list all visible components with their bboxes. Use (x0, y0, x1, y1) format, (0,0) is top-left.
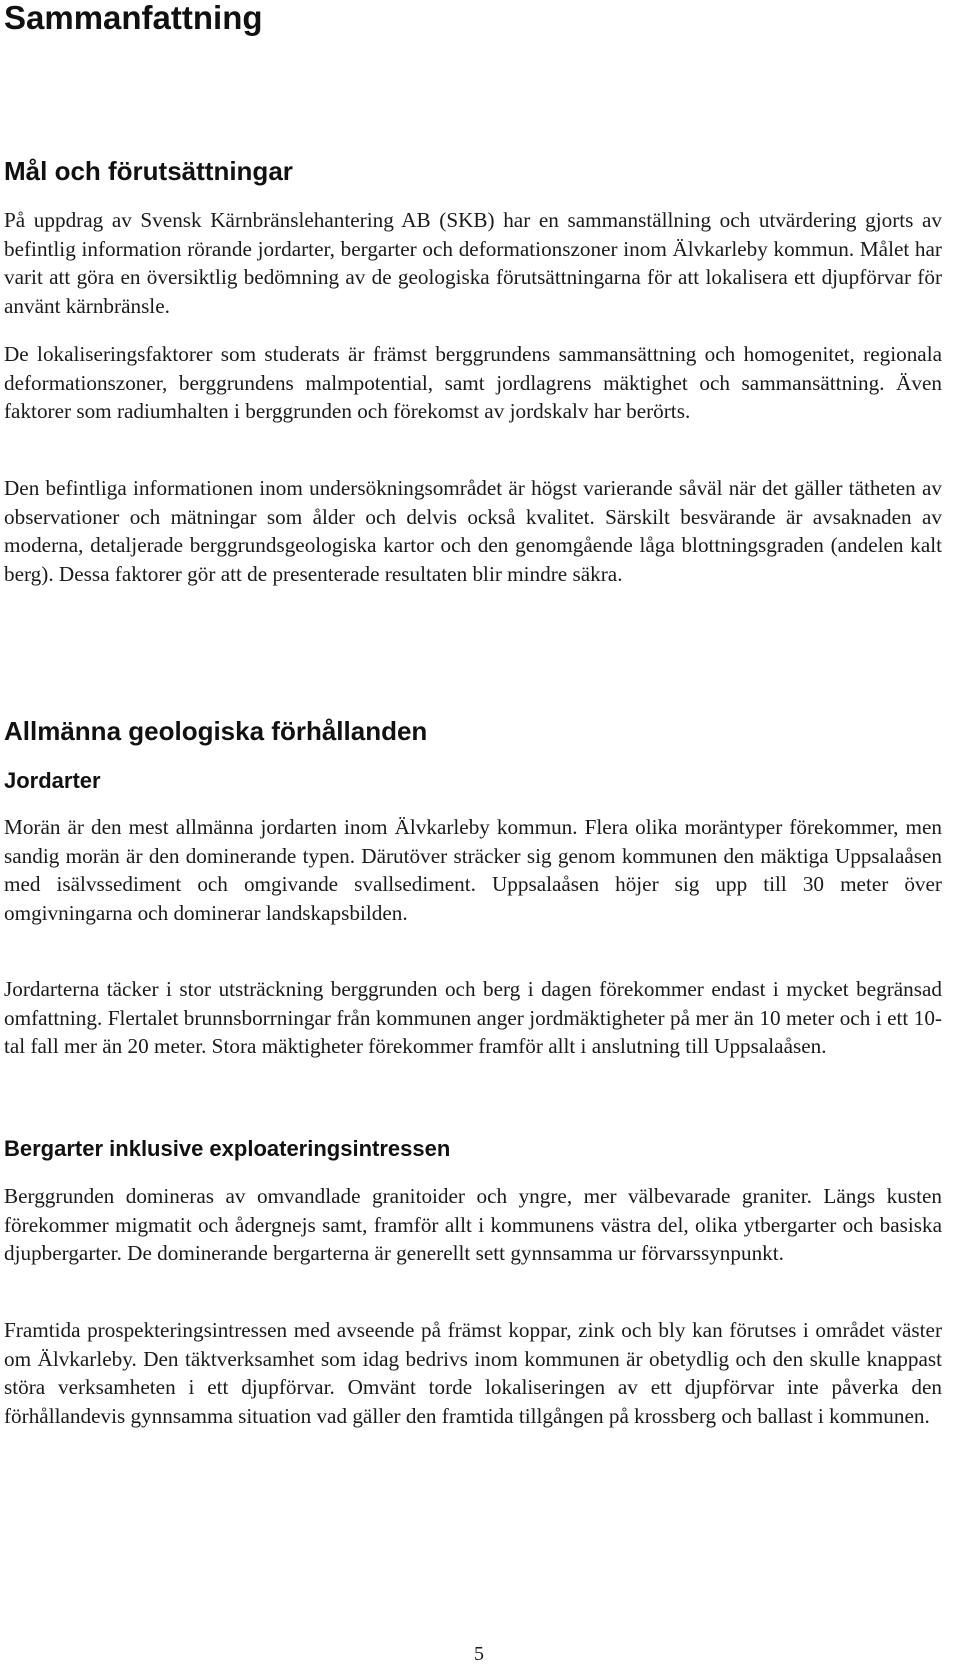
paragraph: De lokaliseringsfaktorer som studerats är främst berggrundens sammansättning och homogenitet, regionala deformationszoner, berggrundens malmpotential, samt jordlagrens mäktighet och sammansättning. Även faktorer som radiumhalten i berggrunden och förekomst av jordskalv har berörts. (4, 342, 942, 423)
page-title: Sammanfattning (4, 0, 263, 36)
paragraph: Berggrunden domineras av omvandlade granitoider och yngre, mer välbevarade graniter. Längs kusten förekommer migmatit och ådergnejs samt, framför allt i kommunens västra del, olika ytbergarter och basiska djupbergarter. De dominerande bergarterna är generellt sett gynnsamma ur förvarssynpunkt. (4, 1184, 942, 1265)
subsection-heading-jordarter: Jordarter (4, 768, 101, 793)
paragraph: Framtida prospekteringsintressen med avseende på främst koppar, zink och bly kan förutses i området väster om Älvkarleby. Den täktverksamhet som idag bedrivs inom kommunen är obetydlig och den skulle knappast störa verksamheten i ett djupförvar. Omvänt torde lokaliseringen av ett djupförvar inte påverka den förhållandevis gynnsamma situation vad gäller den framtida tillgången på krossberg och ballast i kommunen. (4, 1318, 942, 1428)
paragraph: På uppdrag av Svensk Kärnbränslehantering AB (SKB) har en sammanställning och utvärdering gjorts av befintlig information rörande jordarter, bergarter och deformationszoner inom Älvkarleby kommun. Målet har varit att göra en översiktlig bedömning av de geologiska förutsättningarna för att lokalisera ett djupförvar för använt kärnbränsle. (4, 208, 942, 318)
subsection-heading-bergarter: Bergarter inklusive exploateringsintressen (4, 1136, 451, 1161)
paragraph: Morän är den mest allmänna jordarten inom Älvkarleby kommun. Flera olika moräntyper förekommer, men sandig morän är den dominerande typen. Därutöver sträcker sig genom kommunen den mäktiga Uppsalaåsen med isälvssediment och omgivande svallsediment. Uppsalaåsen höjer sig upp till 30 meter över omgivningarna och dominerar landskapsbilden. (4, 815, 942, 925)
paragraph: Jordarterna täcker i stor utsträckning berggrunden och berg i dagen förekommer endast i mycket begränsad omfattning. Flertalet brunnsborrningar från kommunen anger jordmäktigheter på mer än 10 meter och i ett 10-tal fall mer än 20 meter. Stora mäktigheter förekommer framför allt i anslutning till Uppsalaåsen. (4, 977, 942, 1058)
page-number: 5 (474, 1643, 484, 1665)
paragraph: Den befintliga informationen inom undersökningsområdet är högst varierande såväl när det gäller tätheten av observationer och mätningar som ålder och delvis också kvalitet. Särskilt besvärande är avsaknaden av moderna, detaljerade berggrundsgeologiska kartor och den genomgående låga blottningsgraden (andelen kalt berg). Dessa faktorer gör att de presenterade resultaten blir mindre säkra. (4, 476, 942, 586)
section-heading-mal: Mål och förutsättningar (4, 156, 293, 186)
section-heading-geologi: Allmänna geologiska förhållanden (4, 716, 428, 746)
